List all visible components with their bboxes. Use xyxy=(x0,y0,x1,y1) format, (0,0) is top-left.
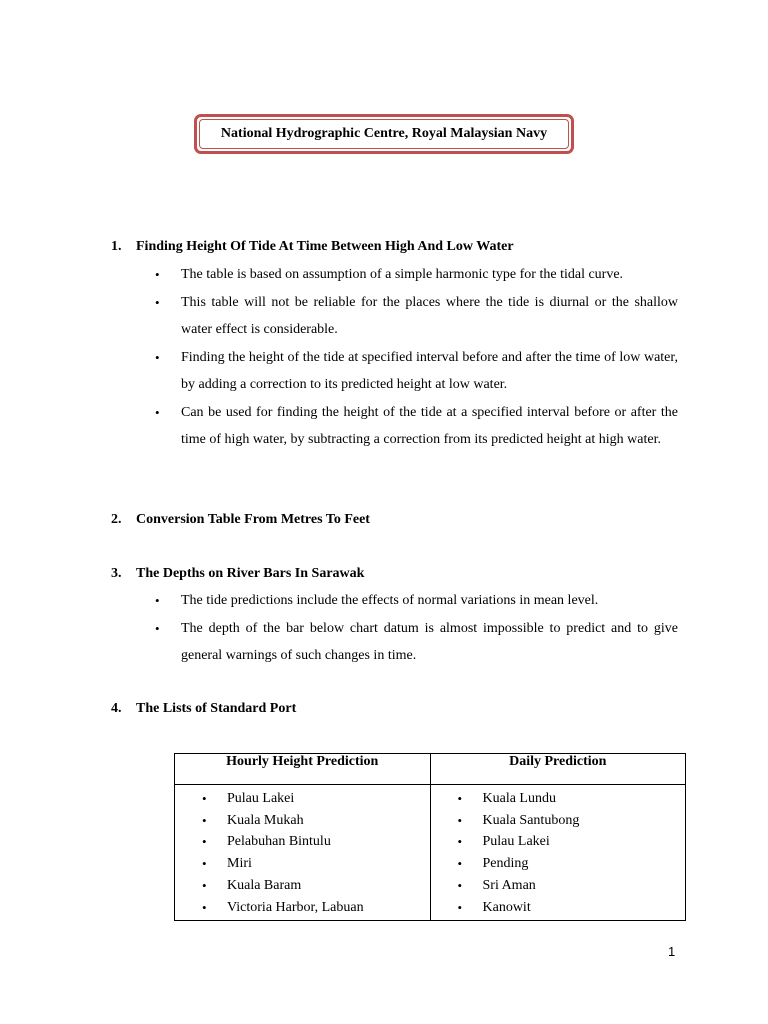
hourly-ports-list xyxy=(175,788,430,918)
section-title: Conversion Table From Metres To Feet xyxy=(136,512,370,527)
bullet-icon: • xyxy=(155,295,160,310)
section-number: 3. xyxy=(111,566,122,581)
bullet-icon: • xyxy=(457,856,463,872)
bullet-icon: • xyxy=(155,267,160,282)
bullet-icon: • xyxy=(457,791,463,806)
table-row xyxy=(175,785,686,921)
list-item: • Pulau Lakei xyxy=(431,831,686,853)
list-item: • Sri Aman xyxy=(431,875,686,897)
list-item: • Finding the height of the tide at specified interval before and after the time of low water, by adding a correction to its predicted height at low water. xyxy=(155,344,678,398)
list-item: • Can be used for finding the height of the tide at a specified interval before or after the time of high water, by subtracting a correction from its predicted height at high water. xyxy=(155,399,678,453)
section-number: 2. xyxy=(111,512,122,527)
bullet-icon: • xyxy=(202,791,207,806)
bullet-icon: • xyxy=(202,899,207,915)
bullet-icon: • xyxy=(457,899,463,915)
list-item: • The table is based on assumption of a simple harmonic type for the tidal curve. xyxy=(155,261,678,288)
bullet-icon: • xyxy=(457,834,463,850)
section-1-bullets xyxy=(155,261,678,454)
column-header-hourly: Hourly Height Prediction xyxy=(175,754,431,785)
daily-ports-cell xyxy=(430,785,686,921)
standard-ports-table xyxy=(174,753,686,921)
section-title: Finding Height Of Tide At Time Between High And Low Water xyxy=(136,239,514,254)
section-number: 1. xyxy=(111,239,122,254)
bullet-icon: • xyxy=(155,405,160,420)
page-number: 1 xyxy=(668,944,676,959)
column-header-daily: Daily Prediction xyxy=(430,754,686,785)
list-item: • This table will not be reliable for the places where the tide is diurnal or the shallow water effect is considerable. xyxy=(155,289,678,343)
bullet-icon: • xyxy=(202,812,207,828)
section-number: 4. xyxy=(111,701,122,716)
section-3-bullets xyxy=(155,587,678,670)
section-title: The Lists of Standard Port xyxy=(136,701,297,716)
list-item: • The tide predictions include the effects of normal variations in mean level. xyxy=(155,587,678,614)
list-item: • Pending xyxy=(431,853,686,875)
section-heading-1 xyxy=(111,239,514,255)
title-box xyxy=(194,114,574,154)
list-item: • Kanowit xyxy=(431,897,686,919)
bullet-icon: • xyxy=(202,856,207,872)
table-header-row xyxy=(175,754,686,785)
list-item: • Miri xyxy=(175,853,430,875)
list-item: • Kuala Lundu xyxy=(431,788,686,810)
document-title: National Hydrographic Centre, Royal Malaysian Navy xyxy=(199,119,569,149)
bullet-icon: • xyxy=(155,350,160,365)
section-heading-2 xyxy=(111,512,370,528)
bullet-icon: • xyxy=(202,877,207,893)
section-heading-4 xyxy=(111,701,296,717)
bullet-icon: • xyxy=(202,834,207,850)
daily-ports-list xyxy=(431,788,686,918)
bullet-icon: • xyxy=(155,621,160,636)
section-title: The Depths on River Bars In Sarawak xyxy=(136,566,365,581)
list-item: • Kuala Baram xyxy=(175,875,430,897)
bullet-icon: • xyxy=(457,877,463,893)
list-item: • The depth of the bar below chart datum is almost impossible to predict and to give general warnings of such changes in time. xyxy=(155,615,678,669)
list-item: • Pelabuhan Bintulu xyxy=(175,831,430,853)
list-item: • Pulau Lakei xyxy=(175,788,430,810)
list-item: • Kuala Mukah xyxy=(175,810,430,832)
hourly-ports-cell xyxy=(175,785,431,921)
list-item: • Kuala Santubong xyxy=(431,810,686,832)
list-item: • Victoria Harbor, Labuan xyxy=(175,897,430,919)
section-heading-3 xyxy=(111,566,364,582)
bullet-icon: • xyxy=(155,593,160,608)
bullet-icon: • xyxy=(457,812,463,828)
